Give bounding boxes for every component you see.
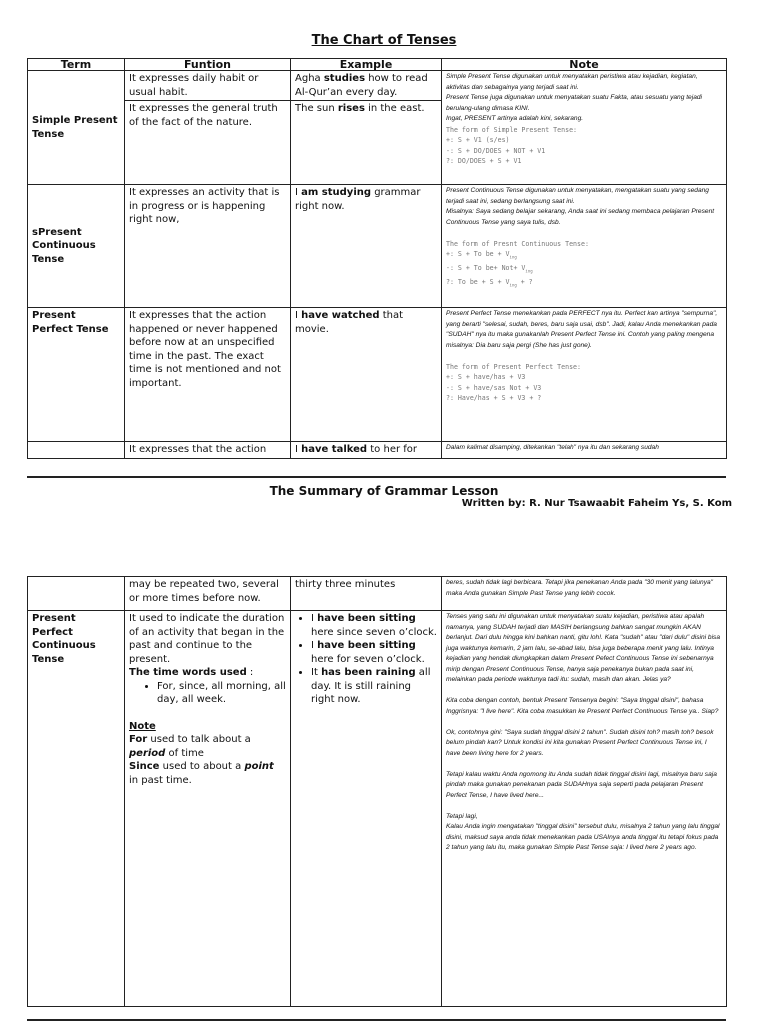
tenses-table-page2	[27, 576, 727, 1007]
note-simple-present	[442, 71, 727, 185]
time-words-colon: :	[246, 667, 254, 678]
form-title: The form of Presnt Continuous Tense:	[446, 239, 589, 248]
list-item	[311, 639, 437, 666]
point-word: point	[244, 761, 274, 772]
since-keyword: Since	[129, 761, 160, 772]
note-text: Ok, contohnya gini: "Saya sudah tinggal disini 2 tahun". Sudah disini toh? masih toh? besok belum pindah kan? Untuk kondisi ini kita gunakan Present Perfect Continuous Tense ini, I have been living here for 2 years.	[446, 728, 714, 757]
form-subscript: ing	[525, 268, 533, 274]
table-row	[28, 611, 727, 1007]
form-line: -: S + DO/DOES + NOT + V1	[446, 146, 546, 155]
note-text: Misalnya: Saya sedang belajar sekarang, Anda saat ini sedang membaca pelajaran Present Continuous Tense yang saya tulis, dsb.	[446, 208, 715, 226]
header-term: Term	[28, 59, 125, 71]
form-text: +: S + To be + V	[446, 250, 510, 258]
example-cell	[291, 185, 442, 308]
example-text: here since seven o’clock.	[311, 626, 437, 638]
example-list	[295, 612, 437, 707]
note-cell: beres, sudah tidak lagi berbicara. Tetapi jika penekanan Anda pada "30 menit yang lalunya" maka Anda gunakan Simple Past Tense yang lebih cocok.	[442, 577, 727, 611]
example-verb: have watched	[301, 310, 380, 321]
page-title: The Chart of Tenses	[311, 33, 457, 48]
example-text: I	[295, 444, 302, 455]
time-words-heading	[129, 666, 286, 680]
form-text: -: S + To be+ Not+ V	[446, 263, 526, 272]
example-verb: have been sitting	[317, 640, 416, 651]
form-text: + ?	[516, 277, 533, 286]
term-simple-present: Simple Present Tense	[28, 71, 125, 185]
form-line: ?: Have/has + S + V3 + ?	[446, 394, 542, 402]
author-line: Written by: R. Nur Tsawaabit Faheim Ys, S. Kom	[461, 498, 732, 509]
form-line	[446, 249, 722, 263]
table-row	[28, 71, 727, 101]
function-cell	[125, 611, 291, 1007]
time-words-label: The time words used	[129, 667, 247, 678]
example-verb: rises	[337, 103, 365, 114]
form-line: +: S + V1 (s/es)	[446, 136, 510, 144]
note-text: Simple Present Tense digunakan untuk menyatakan peristiwa atau kejadian, kegiatan, aktivitas dan sebagainya yang terjadi saat ini.	[446, 73, 698, 91]
example-text: that movie.	[295, 310, 404, 335]
list-item	[311, 666, 437, 707]
example-text: I	[311, 640, 318, 651]
example-cell	[291, 611, 442, 1007]
example-text: all day. It is still raining right now.	[311, 667, 431, 705]
form-title: The form of Simple Present Tense:	[446, 125, 578, 134]
example-text: The sun	[295, 103, 338, 114]
time-words-list	[129, 680, 286, 707]
table-row	[28, 577, 727, 611]
table-row	[28, 185, 727, 308]
example-verb: am studying	[301, 187, 372, 198]
table-header-row	[28, 59, 727, 71]
note-text: Tetapi lagi,	[446, 812, 478, 820]
list-item	[311, 612, 437, 639]
term-present-continuous: sPresent Continuous Tense	[28, 185, 125, 308]
example-text: in the east.	[364, 103, 425, 114]
rule-text: used to talk about a	[147, 734, 251, 745]
example-cell	[291, 101, 442, 185]
for-rule	[129, 733, 286, 760]
form-line: ?: DO/DOES + S + V1	[446, 157, 522, 165]
note-text: Present Perfect Tense menekankan pada PERFECT nya itu. Perfect kan artinya "sempurna", yang berarti "selesai, sudah, beres, baru saja usai, dsb". Jadi, kalau Anda menekankan pada "SUDAH" nya itu maka gunakanlah Present Perfect Tense ini. Contoh yang paling mengena misalnya: Dia baru saja pergi (She has just gone).	[446, 310, 718, 349]
example-text: grammar right now.	[295, 187, 421, 212]
note-present-perfect	[442, 308, 727, 442]
example-text: to her for	[367, 444, 418, 455]
term-present-perfect-continuous: Present Perfect Continuous Tense	[28, 611, 125, 1007]
note-heading	[129, 720, 286, 734]
rule-text: used to about a	[159, 761, 245, 772]
note-text: Present Continuous Tense digunakan untuk menyatakan, mengatakan suatu yang sedang terjadi saat ini, sedang berlangsung saat ini.	[446, 187, 709, 205]
example-verb: has been raining	[321, 667, 416, 678]
form-subscript: ing	[509, 281, 517, 287]
form-title: The form of Present Perfect Tense:	[446, 362, 581, 371]
list-item: • For, since, all morning, all day, all week.	[157, 680, 286, 707]
summary-title: The Summary of Grammar Lesson	[269, 484, 499, 498]
note-cell: Dalam kalimat disamping, ditekankan "telah" nya itu dan sekarang sudah	[442, 442, 727, 459]
example-cell: thirty three minutes	[291, 577, 442, 611]
example-verb: studies	[323, 73, 366, 84]
header-note: Note	[442, 59, 727, 71]
form-line	[446, 277, 722, 291]
example-text: I	[311, 613, 318, 624]
example-text: here for seven o’clock.	[311, 653, 425, 665]
example-text: I	[295, 310, 302, 321]
example-text: Agha	[295, 73, 324, 84]
note-text: Tenses yang satu ini digunakan untuk menyatakan suatu kejadian, peristiwa atau apalah namanya, yang SUDAH terjadi dan MASIH berlangsung bahkan sangat mungkin AKAN berlanjut. Dari dulu hingga kini bahkan nanti, gitu loh!. Kata "sudah" atau "dari dulu" disini bisa juga waktunya kemarin, 2 jam lalu, se-abad lalu, bisa juga beberapa menit yang lalu. Intinya kejadian yang hendak diungkapkan dalam Present Pefect Continuous Tense ini sebenarnya mirip dengan Present Continuous Tense, hanya saja penekanya bukan pada saat ini, melainkan pada periode waktunya tadi itu: sudah, masih dan akan. Jelas ya?	[446, 613, 721, 683]
example-cell	[291, 308, 442, 442]
table-row	[28, 442, 727, 459]
form-line: -: S + have/sas Not + V3	[446, 383, 542, 392]
tenses-table-page1	[27, 58, 727, 459]
note-present-continuous	[442, 185, 727, 308]
note-text: Present Tense juga digunakan untuk menyatakan suatu Fakta, atau sesuatu yang tejadi berulang-ulang dimasa KINI.	[446, 94, 702, 112]
since-rule	[129, 760, 286, 787]
example-verb: have talked	[301, 444, 368, 455]
header-function: Funtion	[125, 59, 291, 71]
empty-term-cell	[28, 442, 125, 459]
note-present-perfect-continuous	[442, 611, 727, 1007]
page-divider	[27, 476, 726, 478]
form-line: +: S + have/has + V3	[446, 373, 526, 381]
note-text: Kalau Anda ingin mengatakan "tinggal disini" tersebut dulu, misalnya 2 tahun yang lalu tinggal disini, maksud saya anda tidak menekankan pada USAInya anda tinggal itu tetapi fokus pada 2 tahun yang lalu itu, maka gunakan Simple Past Tense saja: I lived here 2 years ago.	[446, 823, 720, 851]
note-text: Kita coba dengan contoh, bentuk Present Tensenya begini: "Saya tinggal disini", bahasa Inggrisnya: "I live here". Kita coba masukkan ke Present Perfect Continuous Tense ya.. Siap?	[446, 697, 719, 715]
function-cell: It expresses the general truth of the fact of the nature.	[125, 101, 291, 185]
function-cell: It expresses that the action happened or never happened before now at an unspecified time in the past. The exact time is not mentioned and not important.	[125, 308, 291, 442]
rule-text: of time	[165, 747, 204, 759]
example-cell	[291, 442, 442, 459]
example-verb: have been sitting	[317, 613, 416, 624]
form-subscript: ing	[509, 254, 517, 260]
example-text: how to read Al-Qur’an every day.	[295, 73, 428, 98]
function-cell: may be repeated two, several or more times before now.	[125, 577, 291, 611]
note-text: Ingat, PRESENT artinya adalah kini, sekarang.	[446, 115, 584, 122]
note-text: Tetapi kalau waktu Anda ngomong itu Anda sudah tidak tinggal disini lagi, misalnya baru saja pindah maka gunakan penekanan pada SUDAHnya saja seperti pada pelajaran Present Perfect Tense, I have lived here...	[446, 770, 717, 799]
example-text: I	[295, 187, 302, 198]
form-line	[446, 263, 722, 277]
rule-text: in past time.	[129, 774, 192, 786]
term-present-perfect: Present Perfect Tense	[28, 308, 125, 442]
page-divider	[27, 1019, 726, 1021]
function-text: It used to indicate the duration of an activity that began in the past and continue to the present.	[129, 613, 285, 665]
form-text: ?: To be + S + V	[446, 277, 510, 286]
example-cell	[291, 71, 442, 101]
empty-term-cell	[28, 577, 125, 611]
function-cell: It expresses an activity that is in progress or is happening right now,	[125, 185, 291, 308]
note-label: Note	[129, 720, 156, 732]
for-keyword: For	[129, 734, 148, 745]
table-row	[28, 308, 727, 442]
period-word: period	[129, 747, 166, 759]
function-cell: It expresses that the action	[125, 442, 291, 459]
function-cell: It expresses daily habit or usual habit.	[125, 71, 291, 101]
header-example: Example	[291, 59, 442, 71]
example-text: It	[311, 667, 322, 678]
